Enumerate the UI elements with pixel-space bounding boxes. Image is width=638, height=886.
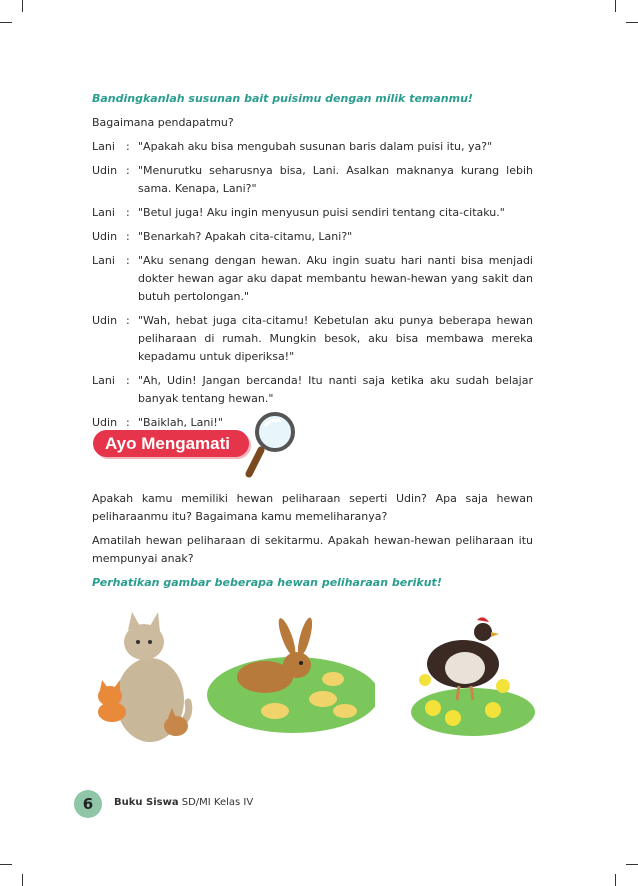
- magnifier-icon: [243, 412, 303, 480]
- section-title: Ayo Mengamati: [93, 430, 249, 457]
- crop-mark: [0, 22, 12, 23]
- book-title: [114, 797, 253, 808]
- book-title-bold: Buku Siswa: [114, 797, 179, 808]
- dialogue-text: "Apakah aku bisa mengubah susunan baris dalam puisi itu, ya?": [138, 140, 493, 153]
- dialogue-text: "Wah, hebat juga cita-citamu! Kebetulan aku punya beberapa hewan peliharaan di rumah. Mungkin besok, aku bisa membawa mereka kepadamu untuk diperiksa!": [138, 314, 533, 363]
- speaker-name: Lani: [92, 140, 115, 153]
- instruction-compare: Bandingkanlah susunan bait puisimu dengan milik temanmu!: [92, 92, 473, 105]
- dialogue-text: "Betul juga! Aku ingin menyusun puisi sendiri tentang cita-citaku.": [138, 206, 505, 219]
- dialogue-line: [92, 138, 533, 156]
- crop-mark: [615, 874, 616, 886]
- dialogue-text: "Menurutku seharusnya bisa, Lani. Asalkan maknanya kurang lebih sama. Kenapa, Lani?": [138, 164, 533, 195]
- dialogue-text: "Ah, Udin! Jangan bercanda! Itu nanti saja ketika aku sudah belajar banyak tentang hewan.": [138, 374, 533, 405]
- colon: :: [126, 374, 130, 387]
- colon: :: [126, 254, 130, 267]
- dialogue-section: [92, 90, 533, 432]
- colon: :: [126, 416, 130, 429]
- dialogue-line: [92, 312, 533, 366]
- dialogue-text: "Benarkah? Apakah cita-citamu, Lani?": [138, 230, 353, 243]
- paragraph-observe: Amatilah hewan peliharaan di sekitarmu. Apakah hewan-hewan peliharaan itu mempunyai anak?: [92, 534, 533, 565]
- crop-mark: [22, 874, 23, 886]
- crop-mark: [22, 0, 23, 12]
- colon: :: [126, 314, 130, 327]
- dialogue-line: [92, 228, 533, 246]
- colon: :: [126, 140, 130, 153]
- speaker-name: Udin: [92, 230, 118, 243]
- instruction-look: Perhatikan gambar beberapa hewan peliharaan berikut!: [92, 576, 442, 589]
- paragraph-pets: Apakah kamu memiliki hewan peliharaan seperti Udin? Apa saja hewan peliharaanmu itu? Bagaimana kamu memeliharanya?: [92, 492, 533, 523]
- page-number: 6: [74, 790, 102, 818]
- crop-mark: [615, 0, 616, 12]
- colon: :: [126, 206, 130, 219]
- dialogue-line: [92, 372, 533, 408]
- dialogue-line: [92, 252, 533, 306]
- colon: :: [126, 164, 130, 177]
- speaker-name: Udin: [92, 164, 118, 177]
- book-title-rest: SD/MI Kelas IV: [178, 797, 254, 808]
- dialogue-text: "Baiklah, Lani!": [138, 416, 223, 429]
- speaker-name: Udin: [92, 314, 118, 327]
- speaker-name: Lani: [92, 206, 115, 219]
- hen-illustration: [405, 610, 535, 738]
- colon: :: [126, 230, 130, 243]
- cat-illustration: [88, 608, 198, 748]
- speaker-name: Lani: [92, 374, 115, 387]
- speaker-name: Lani: [92, 254, 115, 267]
- crop-mark: [626, 22, 638, 23]
- crop-mark: [0, 864, 12, 865]
- dialogue-line: [92, 204, 533, 222]
- observation-section: [92, 490, 533, 592]
- dialogue-line: [92, 162, 533, 198]
- question-opinion: Bagaimana pendapatmu?: [92, 116, 234, 129]
- dialogue-text: "Aku senang dengan hewan. Aku ingin suatu hari nanti bisa menjadi dokter hewan agar aku dapat membantu hewan-hewan yang sakit dan butuh pertolongan.": [138, 254, 533, 303]
- crop-mark: [626, 864, 638, 865]
- speaker-name: Udin: [92, 416, 118, 429]
- rabbit-illustration: [205, 615, 375, 740]
